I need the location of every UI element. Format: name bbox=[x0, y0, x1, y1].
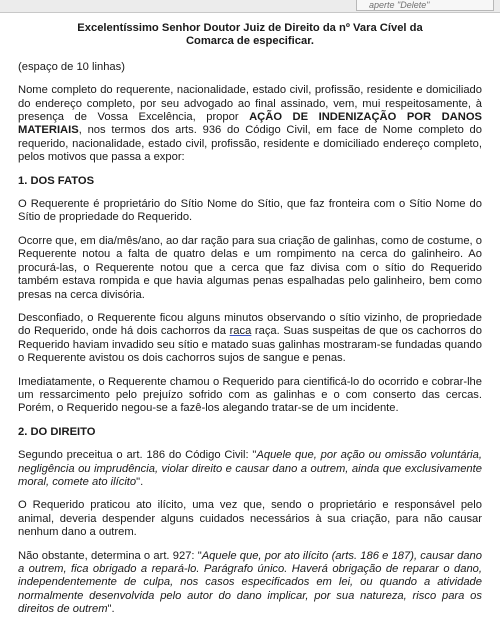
direito-p3-start: Não obstante, determina o art. 927: " bbox=[18, 549, 202, 562]
document-title: Excelentíssimo Senhor Doutor Juiz de Direito da nº Vara Cível da Comarca de especificar. bbox=[77, 22, 423, 48]
top-toolbar bbox=[0, 0, 500, 13]
intro-text-end: , nos termos dos arts. 936 do Código Civil, em face de Nome completo do requerido, nacionalidade, estado civil, profissão, residente e domiciliado endereço completo, pelos motivos que passa a expor: bbox=[18, 124, 482, 164]
section-heading-fatos: 1. DOS FATOS bbox=[18, 174, 95, 187]
intro-paragraph bbox=[18, 84, 482, 164]
section-heading-direito: 2. DO DIREITO bbox=[18, 425, 96, 438]
delete-hint-box: aperte "Delete" bbox=[356, 0, 494, 11]
direito-paragraph-1 bbox=[18, 449, 482, 489]
spacing-note-text: (espaço de 10 linhas) bbox=[18, 60, 125, 73]
direito-p1-end: ". bbox=[136, 475, 144, 488]
direito-paragraph-3 bbox=[18, 550, 482, 617]
spellcheck-word[interactable]: raca bbox=[229, 325, 252, 338]
direito-p3-end: ". bbox=[107, 603, 115, 616]
intro-text-start: Nome completo do requerente, nacionalidade, estado civil, profissão, residente e domiciliado do endereço completo, por seu advogado ao final assinado, vem, mui respeitosamente, à presença de Vossa Excelência, propor bbox=[18, 84, 482, 124]
art186-quote: Aquele que, por ação ou omissão voluntária, negligência ou imprudência, violar direito e causar dano a outrem, ainda que exclusivamente moral, comete ato ilícito bbox=[18, 449, 482, 488]
fatos-paragraph-1: O Requerente é proprietário do Sítio Nome do Sítio, que faz fronteira com o Sítio Nome do Sítio de propriedade do Requerido. bbox=[18, 198, 482, 224]
fatos-paragraph-2: Ocorre que, em dia/mês/ano, ao dar ração para sua criação de galinhas, como de costume, o Requerente notou a falta de quatro delas e um rompimento na cerca do galinheiro. Ao procurá-las, o Requerente notou que a cerca que faz divisa com o sítio do Requerido também estava rompida e que havia algumas penas espalhadas pelo galinheiro, bem como presas na cerca divisória. bbox=[18, 234, 482, 301]
action-name: AÇÃO DE INDENIZAÇÃO POR DANOS MATERIAIS bbox=[18, 111, 482, 137]
direito-p1-start: Segundo preceitua o art. 186 do Código Civil: " bbox=[18, 449, 257, 462]
direito-paragraph-2: O Requerido praticou ato ilícito, uma vez que, sendo o proprietário e responsável pelo animal, deveria despender alguns cuidados necessários à sua criação, para não causar nenhum dano a outrem. bbox=[18, 499, 482, 539]
spacing-note bbox=[18, 61, 482, 74]
art927-quote: Aquele que, por ato ilícito (arts. 186 e 187), causar dano a outrem, fica obrigado a repará-lo. Parágrafo único. Haverá obrigação de reparar o dano, independentemente de culpa, nos casos especificados em lei, ou quando a atividade normalmente desenvolvida pelo autor do dano implicar, por sua natureza, risco para os direitos de outrem bbox=[18, 549, 482, 616]
fatos-p3-end: raça. Suas suspeitas de que os cachorros do Requerido haviam invadido seu sítio e matado suas galinhas mostraram-se fundadas quando o Requerente avistou os dois cachorros sujos de sangue e penas. bbox=[18, 325, 482, 365]
fatos-paragraph-4: Imediatamente, o Requerente chamou o Requerido para cientificá-lo do ocorrido e cobrar-lhe um ressarcimento pelo prejuízo sofrido com as galinhas e o com conserto das cercas. Porém, o Requerido negou-se a fazê-los alegando tratar-se de um incidente. bbox=[18, 375, 482, 415]
fatos-p3-start: Desconfiado, o Requerente ficou alguns minutos observando o sítio vizinho, de propriedade do Requerido, onde há dois cachorros da bbox=[18, 311, 482, 338]
document-page[interactable] bbox=[18, 22, 482, 627]
fatos-paragraph-3 bbox=[18, 312, 482, 366]
